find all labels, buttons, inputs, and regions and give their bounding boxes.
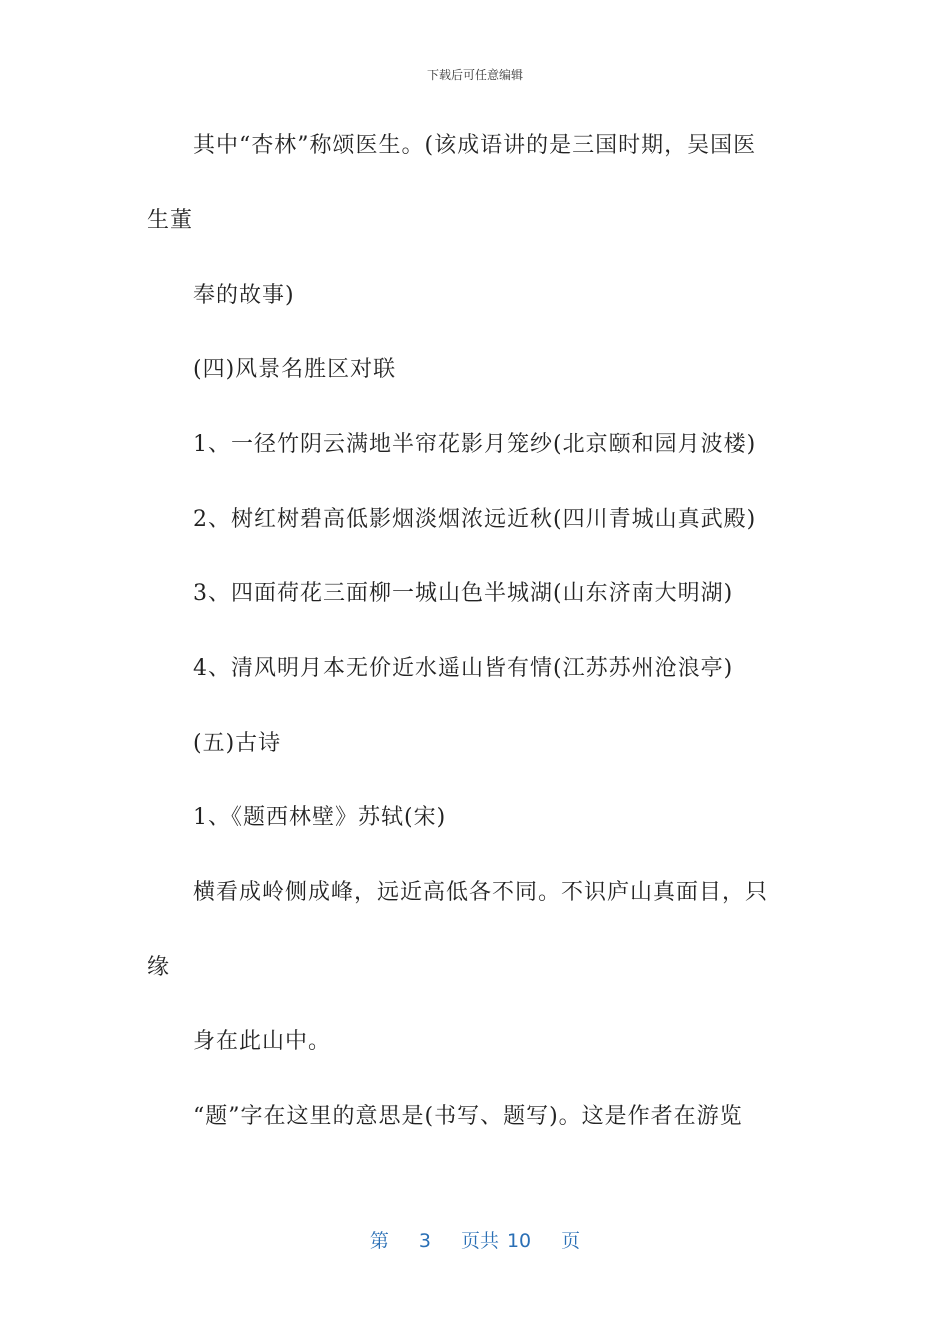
text-line: 3、四面荷花三面柳一城山色半城湖(山东济南大明湖) [193, 581, 734, 606]
footer-current-page: 3 [418, 1230, 431, 1252]
footer-total-pages: 10 [506, 1230, 532, 1252]
page-header: 下载后可任意编辑 [426, 68, 523, 82]
footer-suffix: 页 [561, 1230, 581, 1252]
section-heading: (四)风景名胜区对联 [193, 357, 397, 382]
text-line: 生董 [147, 208, 194, 233]
text-line: 1、《题西林壁》苏轼(宋) [193, 805, 447, 830]
text-line: 横看成岭侧成峰，远近高低各不同。不识庐山真面目，只 [193, 880, 769, 905]
footer-middle: 页共 [460, 1230, 499, 1252]
page-footer [0, 1226, 950, 1253]
text-line: 奉的故事) [193, 283, 295, 308]
text-line: 2、树红树碧高低影烟淡烟浓远近秋(四川青城山真武殿) [193, 507, 757, 532]
text-line: 4、清风明月本无价近水遥山皆有情(江苏苏州沧浪亭) [193, 656, 734, 681]
text-line: 1、一径竹阴云满地半帘花影月笼纱(北京颐和园月波楼) [193, 432, 757, 457]
footer-prefix: 第 [369, 1230, 389, 1252]
text-line: 身在此山中。 [193, 1029, 332, 1054]
text-line: “题”字在这里的意思是(书写、题写)。这是作者在游览 [193, 1104, 743, 1129]
section-heading: (五)古诗 [193, 731, 282, 756]
text-line: 其中“杏林”称颂医生。(该成语讲的是三国时期，吴国医 [193, 133, 757, 158]
text-line: 缘 [147, 955, 171, 980]
